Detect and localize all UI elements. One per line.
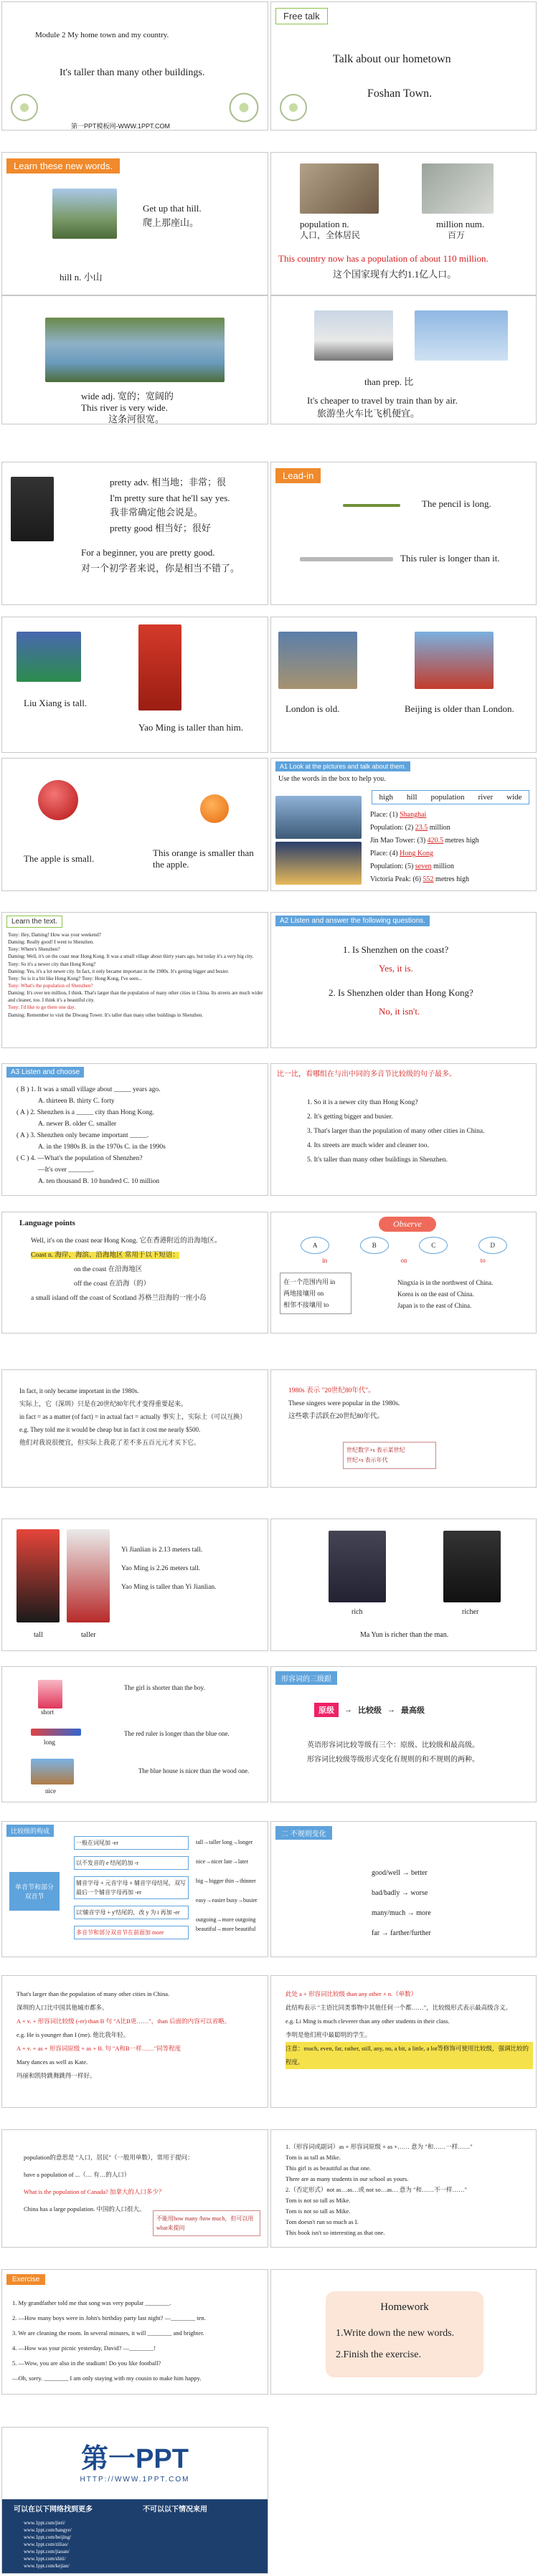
talk-line: Foshan Town. [367,87,433,100]
slide-footer [1,2427,268,2574]
comparative-degree: 比较级 [358,1706,382,1715]
homework-card [326,2291,483,2377]
exercise-item: 5. —Wow, you are also in the stadium! Do you like football? [12,2359,161,2367]
house-illustration [31,1759,74,1784]
hill-photo [52,189,117,239]
point-line: Tom is not so tall as Mike. [285,2197,351,2204]
runner-photo [16,632,81,682]
crowd-photo [300,163,379,214]
wide-sentence: This river is very wide. [81,402,168,413]
point-line: have a population of ...（… 有…的人口） [24,2171,131,2178]
london-photo [278,632,357,689]
rule-example: outgoing→more outgoing beautiful→more beautiful [196,1916,256,1932]
slide-tall [1,617,268,753]
point-line: Coast n. 海岸、海滨、沿海地区 常用于以下短语： [31,1252,179,1259]
section-tag: A2 Listen and answer the following questions. [275,916,430,926]
floral-decoration-icon [225,88,263,127]
footer-link-list [24,2519,72,2570]
choice-options: A. thirteen B. thirty C. forty [38,1098,115,1105]
note-line: 形容词比较级等级形式变化有规则的和不规则的两种。 [307,1756,479,1764]
slide-word-wide [1,295,268,424]
rule-line: 相邻不接壤用 to [283,1301,329,1308]
point-line: 他们对我说很便宜，但实际上我花了差不多五百元元才买下它。 [19,1439,201,1446]
sentence-list [307,1095,485,1167]
rule-node: 以'辅音字母 + y'结尾的，改 y 为 i 再加 -er [74,1906,189,1919]
section-tag: A1 Look at the pictures and talk about them. [275,761,410,771]
points-body [24,2149,265,2218]
pretty-sentence-translation: 我非常确定他会说是。 [110,507,204,518]
rule-line: 在一个范围内用 in [283,1278,336,1285]
comparison-lines [121,1541,216,1597]
slide-comparative-rules [1,1821,268,1957]
choice-question: ( A ) 2. Shenzhen is a _____ city than Hong Kong. [16,1109,154,1116]
homework-item: 2.Finish the exercise. [336,2349,421,2360]
pretty-good-phrase: pretty good 相当好；很好 [110,523,211,533]
rule-nodes [74,1836,189,1939]
point-line: 这些歌手活跃在20世纪80年代。 [288,1413,384,1420]
smaller-sentence: This orange is smaller than the apple. [153,847,254,870]
rule-center-box: 单音节和部分双音节 [9,1872,60,1911]
man-photo [329,1531,386,1602]
dialogue-line: Tony: Where's Shenzhen? [8,946,60,953]
million-word: million num. [436,219,485,229]
section-tag: Learn the text. [6,916,62,928]
talk-line: Talk about our hometown [333,53,451,65]
ruler-illustration [300,557,393,561]
slide-heading: Language points [19,1219,75,1227]
slide-homework [270,2269,537,2395]
note-line: 世纪+s 表示年代 [346,1457,388,1463]
pretty-example: For a beginner, you are pretty good. [81,547,215,558]
population-sentence-translation: 这个国家现有大约1.1亿人口。 [333,269,457,280]
exercise-list [12,2296,265,2386]
circle-b: B [360,1237,389,1254]
degree-arrow-row [314,1703,425,1717]
lesson-title: It's taller than many other buildings. [60,67,205,78]
circle-d: D [478,1237,507,1254]
point-line: in fact = as a matter (of fact) = in actual fact = actually 事实上，实际上（可以互换） [19,1413,247,1420]
section-tag: 形容词的三级跟 [275,1671,337,1685]
superlative-degree: 最高级 [401,1706,425,1715]
note-box [343,1442,436,1469]
dialogue-line: Tony: I'd like to go there one day. [8,1004,76,1011]
dialogue-line: Tony: So is it a bit like Hong Kong? Tony: Hong Kong, I've seen... [8,975,142,982]
footer-watermark: 第一PPT模板网-WWW.1PPT.COM [71,123,170,130]
answer-row: Jin Mao Tower: (3) 420.5 metres high [370,837,479,845]
shorter-sentence: The girl is shorter than the boy. [124,1684,205,1691]
footer-logo: 第一PPT [81,2444,189,2474]
section-tag: 比较级的构成 [6,1825,54,1837]
slide-as-as [270,2129,537,2248]
note-line: 英语形容词比较等级有三个：原级、比较级和最高级。 [307,1741,479,1749]
sentence-item: 4. Its streets are much wider and cleaner too. [307,1142,429,1149]
point-line: In fact, it only became important in the 1980s. [19,1387,139,1394]
pretty-sentence: I'm pretty sure that he'll say yes. [110,493,230,503]
point-line: e.g. He is younger than I (me). 他比我年轻。 [16,2031,130,2038]
section-tag: Lead-in [275,468,321,483]
positive-degree: 原级 [314,1703,339,1717]
hill-sentence: Get up that hill. [143,203,202,214]
exercise-item: —Oh, sorry. ________ I am only staying with my cousin to make him happy. [12,2375,202,2382]
slide-taller [1,1518,268,1651]
money-photo [422,163,494,214]
rule-node: 辅音字母 + 元音字母 + 辅音字母结尾，双写最后一个辅音字母再加 -er [74,1876,189,1899]
river-photo [45,318,225,382]
answer-2: No, it isn't. [379,1006,420,1017]
footer-link[interactable]: www.1ppt.com/jiaoan/ [24,2549,70,2554]
point-line: Mary dances as well as Kate. [16,2058,88,2066]
box-word: population [430,793,465,802]
comparison-line: Yao Ming is taller than Yi Jianlian. [121,1584,217,1591]
points-body [285,1987,533,2069]
slide-irregular [270,1821,537,1957]
choice-question: ( A ) 3. Shenzhen only became important _____. [16,1132,149,1139]
exercise-item: 2. —How many boys were in John's birthday party last night? —________ ten. [12,2314,206,2321]
example-line: Japan is to the east of China. [397,1302,472,1309]
question-1: 1. Is Shenzhen on the coast? [343,944,449,955]
airplane-photo [415,310,508,361]
section-tag: 二 不规则变化 [275,1826,332,1840]
point-line: a small island off the coast of Scotland 苏格兰沿海的一座小岛 [31,1295,207,1302]
footer-link[interactable]: www.1ppt.com/beijing/ [24,2534,72,2540]
footer-link[interactable]: www.1ppt.com/jieri/ [24,2520,65,2526]
exercise-item: 3. We are cleaning the room. In several minutes, it will ________ and brighter. [12,2329,204,2337]
hongkong-photo [275,842,362,885]
rule-node: 以不发音的 e 结尾的加 -r [74,1856,189,1870]
dialogue-line: Daming: Remember to visit the Diwang Tower. It's taller than many other buildings in Shenzhen. [8,1012,204,1018]
preposition: on [400,1257,407,1264]
slide-text [1,912,268,1048]
point-line: China has a large population. 中国的人口很大。 [24,2205,146,2213]
points-body [31,1234,221,1306]
beijing-photo [415,632,494,689]
long-label: long [44,1739,56,1746]
example-line: Ningxia is in the northwest of China. [397,1279,494,1286]
comparison-line: Yi Jianlian is 2.13 meters tall. [121,1546,203,1554]
points-body [19,1384,263,1449]
rule-example: easy→easier busy→busier [196,1897,258,1904]
dialogue-line: Tony: Hey, Daming! How was your weekend? [8,932,101,938]
homework-title: Homework [380,2301,429,2313]
slide-three-degrees [270,1666,537,1802]
older-sentence: Beijing is older than London. [405,703,514,714]
tall-label: tall [34,1631,43,1639]
degree-notes [307,1739,479,1767]
than-translation: 旅游坐火车比飞机便宜。 [317,408,420,419]
dialogue-line: Daming: Yes, it's a lot newer city. In fact, it only became important in the 1980s. It's getting bigger and busier. [8,968,230,974]
footer-link[interactable]: www.1ppt.com/hangye/ [24,2527,72,2533]
richer-sentence: Ma Yun is richer than the man. [360,1631,449,1639]
observe-title: Observe [379,1217,436,1232]
basketball-player-photo [138,624,181,710]
sentence-item: 3. That's larger than the population of many other cities in China. [307,1128,485,1135]
footer-link[interactable]: www.1ppt.com/ziliao/ [24,2542,69,2547]
point-line: There are as many students in our school as yours. [285,2175,409,2182]
slide-larger-than [1,1975,268,2108]
answer-row: Population: (2) 23.5 million [370,824,450,832]
circle-c: C [419,1237,448,1254]
rich-label: rich [351,1608,363,1616]
ruler-illustration [31,1729,81,1736]
wide-definition: wide adj. 宽的；宽阔的 [81,391,174,401]
points-body [16,1987,265,2083]
footer-left-title: 可以在以下网络找到更多 [14,2506,93,2514]
sentence-item: 1. So it is a newer city than Hong Kong? [307,1099,418,1106]
slide-observe [270,1212,537,1334]
points-body [285,2142,533,2238]
slide-exercise [1,2269,268,2395]
point-line: off the coast 在沿海（的） [74,1280,151,1288]
question-2: 2. Is Shenzhen older than Hong Kong? [329,987,473,998]
short-label: short [41,1708,54,1716]
choice-options: —It's over _______. [38,1166,94,1174]
point-line: Tom doesn't run so much as I. [285,2218,359,2225]
dialogue-text [8,931,263,1019]
shanghai-photo [275,796,362,839]
old-sentence: London is old. [285,703,340,714]
section-subtitle: Use the words in the box to help you. [278,775,386,783]
point-line: Tom is as tall as Mike. [285,2154,341,2161]
point-line: 此结构表示 "主语比同类事物中其他任何一个都……"，比较级形式表示最高级含义。 [285,2004,512,2011]
note-box: 不能用how many /how much，但可以用what来提问 [153,2210,260,2236]
slide-1980s [270,1369,537,1488]
section-tag: A3 Listen and choose [6,1067,84,1078]
choice-options: A. newer B. older C. smaller [38,1121,117,1128]
rule-node: 一般在词尾加 -er [74,1836,189,1850]
preposition: to [480,1257,486,1264]
choice-options: A. ten thousand B. 10 hundred C. 10 million [38,1178,160,1185]
businessman-photo [11,477,54,541]
rule-box [280,1273,351,1314]
point-line: 此处 a + 形容词比较级 than any other + n.（单数） [285,1990,417,1997]
million-translation: 百万 [448,230,466,240]
population-sentence: This country now has a population of about 110 million. [278,253,489,264]
irregular-item: good/well → better [372,1869,428,1877]
footer-link[interactable]: www.1ppt.com/shiti/ [24,2556,66,2562]
choice-question: ( B ) 1. It was a small village about _____ years ago. [16,1086,161,1093]
point-line: That's larger than the population of many other cities in China. [16,1990,170,1997]
tall-sentence: Liu Xiang is tall. [24,698,88,708]
point-line: 注意：much, even, far, rather, still, any, no, a bit, a little, a lot等修饰可使用比较级，强调比较的程度。 [285,2042,533,2069]
irregular-item: bad/badly → worse [372,1889,428,1897]
point-line: This girl is as beautiful as that one. [285,2164,371,2172]
answer-1: Yes, it is. [379,963,413,974]
population-translation: 人口，全体居民 [300,230,361,240]
slide-language-points-coast [1,1212,268,1334]
slide-than-any-other [270,1975,537,2108]
point-line: e.g. They told me it would be cheap but in fact it cost me nearly $500. [19,1426,201,1433]
sentence-item: 5. It's taller than many other buildings in Shenzhen. [307,1156,448,1164]
slide-word-population [270,152,537,295]
rule-examples [196,1838,265,1934]
slide-word-than [270,295,537,424]
ruler-sentence: This ruler is longer than it. [400,553,500,564]
longer-sentence: The red ruler is longer than the blue one. [124,1730,230,1737]
point-line: A + v. + as + 形容词原级 + as + B. 句 "A和B一样……"同等程度 [16,2045,181,2052]
choice-list [16,1084,166,1187]
point-line: e.g. Li Ming is much cleverer than any other students in their class. [285,2017,450,2025]
hill-definition: hill n. 小山 [60,272,103,282]
word-box [372,790,529,804]
slide-adjectives [1,1666,268,1802]
point-line: 深圳的人口比中国其他城市都多。 [16,2004,108,2011]
section-tag: Exercise [6,2274,45,2285]
circle-a: A [301,1237,329,1254]
box-word: hill [406,793,417,802]
point-line: A + v. + 形容词比较级 (-er) than B 句 "A比B更……"，than 后面的内容可以省略。 [16,2017,231,2025]
answer-row: Population: (5) seven million [370,862,454,870]
module-title: Module 2 My home town and my country. [35,31,169,39]
sentence-item: 2. It's getting bigger and busier. [307,1113,393,1121]
nicer-sentence: The blue house is nicer than the wood one. [138,1767,250,1774]
point-line: This book isn't so interesting as that one. [285,2229,385,2236]
point-line: Well, it's on the coast near Hong Kong. 它在香港附近的沿海地区。 [31,1237,222,1245]
box-word: high [379,793,394,802]
diagram-row [285,1237,522,1254]
dialogue-line: Daming: Well, it's on the coast near Hong Kong. It was a small village about thirty years ago, but today it's a very big city. [8,954,254,960]
footer-links-area [2,2499,268,2574]
rule-node: 多音节和部分双音节在前面加 more [74,1926,189,1939]
apple-photo [38,780,78,820]
example-list [397,1277,493,1311]
nice-label: nice [45,1787,56,1795]
example-line: Korea is on the east of China. [397,1291,474,1298]
point-line: These singers were popular in the 1980s. [288,1400,400,1407]
pencil-illustration [343,504,400,507]
slide-title [1,1,268,130]
than-definition: than prep. 比 [364,376,414,387]
pretty-definition: pretty adv. 相当地；非常；很 [110,477,226,488]
rule-example: big→bigger thin→thinner [196,1878,256,1884]
slide-a2 [270,912,537,1048]
dialogue-line: Tony: So it's a newer city than Hong Kong? [8,961,96,967]
population-word: population n. [300,219,349,229]
orange-photo [200,794,229,823]
slide-population-usage [1,2129,268,2248]
footer-url: HTTP://WWW.1PPT.COM [80,2476,190,2484]
slide-in-fact [1,1369,268,1488]
dialogue-line: Tony: What's the population of Shenzhen? [8,982,93,989]
choice-question: ( C ) 4. —What's the population of Shenzhen? [16,1155,143,1162]
rule-line: 两地接壤用 on [283,1290,324,1297]
point-line: on the coast 在沿海地区 [74,1266,143,1273]
arrow-icon: → [387,1706,395,1714]
comparison-line: Yao Ming is 2.26 meters tall. [121,1565,201,1572]
exercise-item: 1. My grandfather told me that song was very popular ________. [12,2299,171,2306]
arrow-icon: → [344,1706,352,1714]
slide-richer [270,1518,537,1651]
slide-a1 [270,758,537,891]
irregular-item: far → farther/further [372,1929,431,1937]
than-sentence: It's cheaper to travel by train than by air. [307,395,458,406]
taller-label: taller [81,1631,96,1639]
pretty-example-translation: 对一个初学者来说，你是相当不错了。 [81,563,240,574]
footer-logo-area [2,2428,268,2499]
footer-right-title: 不可以以下情况来用 [143,2506,207,2514]
point-line: Tom is not so tall as Mike. [285,2207,351,2215]
point-line: 李明是他们班中最聪明的学生。 [285,2031,372,2038]
wide-translation: 这条河很宽。 [108,414,165,424]
irregular-list [372,1863,431,1944]
a1-answers [370,809,479,886]
section-tag: Free talk [275,8,328,24]
slide-lead-in [270,462,537,605]
answer-row: Place: (4) Hong Kong [370,850,434,857]
irregular-item: many/much → more [372,1909,431,1917]
dialogue-line: Daming: It's over ten million, I think. That's larger than the population of many other cities in China. Its streets are much wider and cleaner, too. I think it's a beautiful city. [8,990,263,1004]
footer-link[interactable]: www.1ppt.com/kejian/ [24,2563,70,2569]
points-body [288,1384,400,1423]
choice-options: A. in the 1980s B. in the 1970s C. in the 1990s [38,1144,166,1151]
slide-old [270,617,537,753]
preposition: in [322,1257,328,1264]
dialogue-line: Daming: Really good! I went to Shenzhen. [8,939,94,946]
small-sentence: The apple is small. [24,853,95,864]
slide-small [1,758,268,891]
box-word: river [478,793,494,802]
homework-item: 1.Write down the new words. [336,2328,455,2339]
note-line: 世纪数字+s 表示某世纪 [346,1447,405,1453]
preposition-row [285,1257,522,1264]
basketball-player-photo [67,1529,110,1622]
slide-word-pretty [1,462,268,605]
basketball-player-photo [16,1529,60,1622]
floral-decoration-icon [6,90,42,125]
answer-row: Victoria Peak: (6) 552 metres high [370,875,469,883]
slide-compare-sentences [270,1063,537,1196]
point-line: 玛丽和凯特跳舞跳得一样好。 [16,2072,96,2079]
floral-decoration-icon [275,90,311,125]
point-line: What is the population of Canada? 加拿大的人口多少？ [24,2188,165,2195]
richer-label: richer [462,1608,479,1616]
point-line: 实际上，它（深圳）只是在20世纪80年代才变得重要起来。 [19,1400,188,1407]
rule-example: nice→nicer late→later [196,1858,249,1865]
answer-row: Place: (1) Shanghai [370,811,427,819]
point-line: 2.（否定形式）not as…as…或 not so…as… 意为 "和……不一样……" [285,2186,467,2193]
box-word: wide [506,793,522,802]
point-line: population的意思是 "人口，居民"（一般用单数），常用于提问： [24,2154,194,2161]
taller-sentence: Yao Ming is taller than him. [138,722,244,733]
slide-a3 [1,1063,268,1196]
slide-heading: 比一比，看哪组在与出中同的多音节比较级的句子最多。 [277,1070,456,1078]
rule-example: tall→taller long→longer [196,1839,253,1845]
point-line: 1.（形容词或副词）as + 形容词原级 + as +…… 意为 "和……一样……" [285,2143,473,2150]
train-photo [314,310,393,361]
hill-translation: 爬上那座山。 [143,217,199,228]
pencil-sentence: The pencil is long. [422,498,491,509]
slide-word-hill [1,152,268,295]
slide-free-talk [270,1,537,130]
section-tag: Learn these new words. [6,158,120,174]
ma-yun-photo [443,1531,501,1602]
girl-boy-illustration [38,1680,62,1708]
point-line: 1980s 表示 "20世纪80年代"。 [288,1387,375,1394]
exercise-item: 4. —How was your picnic yesterday, David? —________! [12,2344,156,2352]
